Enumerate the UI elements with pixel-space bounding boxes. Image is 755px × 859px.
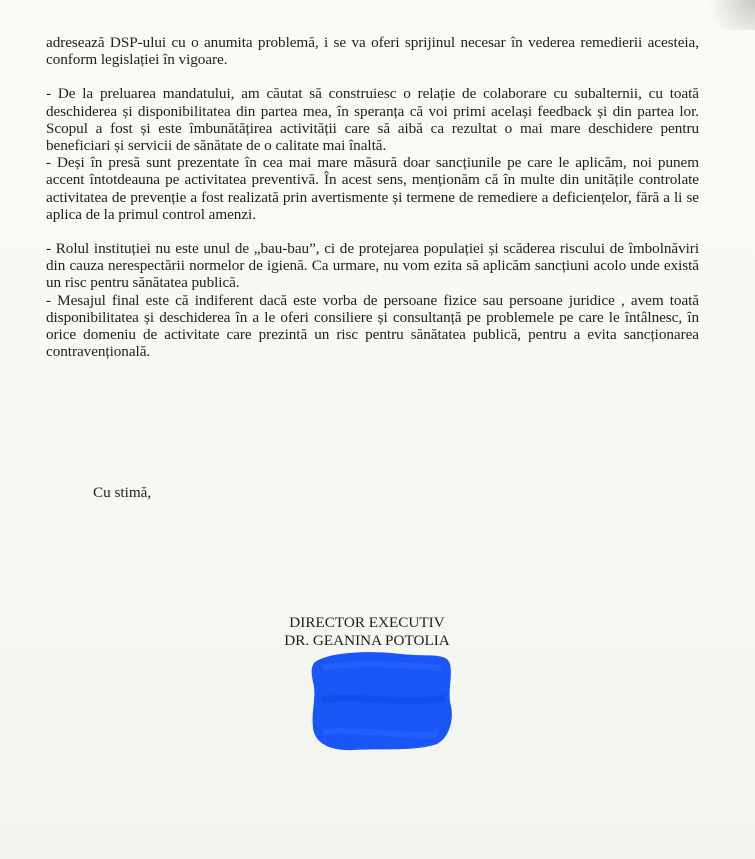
paragraph-final-message: - Mesajul final este că indiferent dacă este vorba de persoane fizice sau persoane juridice , avem toată disponibilitatea și deschiderea în a le oferi consiliere și consultanță pe problemele pe care le întâlnesc, în orice domeniu de activitate care prezintă un risc pentru sănătatea publică, pentru a evita sancționarea contravențională. bbox=[46, 291, 699, 361]
paragraph-intro: adresează DSP-ului cu o anumita problemă, i se va oferi sprijinul necesar în vederea remedierii acesteia, conform legislației în vigoare. bbox=[46, 34, 699, 69]
paragraph-gap bbox=[46, 68, 699, 85]
page-corner-shadow bbox=[695, 0, 755, 30]
paragraph-mandate: - De la preluarea mandatului, am căutat să construiesc o relație de colaborare cu subalternii, cu toată deschiderea și disponibilitatea din partea mea, în speranța că voi primi același feedback și din partea lor. Scopul a fost și este îmbunătățirea activității care să aibă ca rezultat o mai mare deschidere pentru beneficiari și servicii de sănătate de o calitate mai înaltă. bbox=[46, 85, 699, 155]
letter-body bbox=[46, 34, 699, 360]
signature-block bbox=[277, 614, 457, 650]
paragraph-role: - Rolul instituției nu este unul de „bau-bau”, ci de protejarea populației și scăderea riscului de îmbolnăviri din cauza nerespectării normelor de igienă. Ca urmare, nu vom ezita să aplicăm sancțiuni acolo unde există un risc pentru sănătatea publică. bbox=[46, 240, 699, 292]
redaction-stroke bbox=[321, 698, 445, 701]
signer-name: DR. GEANINA POTOLIA bbox=[284, 632, 450, 649]
signer-title: DIRECTOR EXECUTIV bbox=[289, 614, 445, 631]
signature-redaction-mark bbox=[309, 648, 454, 752]
paragraph-gap bbox=[46, 223, 699, 240]
closing-salutation: Cu stimă, bbox=[93, 484, 152, 501]
paragraph-prevention: - Deși în presă sunt prezentate în cea mai mare măsură doar sancțiunile pe care le aplicăm, noi punem accent întotdeauna pe activitatea preventivă. În acest sens, menționăm că în multe din unitățile controlate activitatea de prevenție a fost realizată prin avertismente și termene de remediere a deficiențelor, fără a li se aplica de la primul control amenzi. bbox=[46, 154, 699, 223]
